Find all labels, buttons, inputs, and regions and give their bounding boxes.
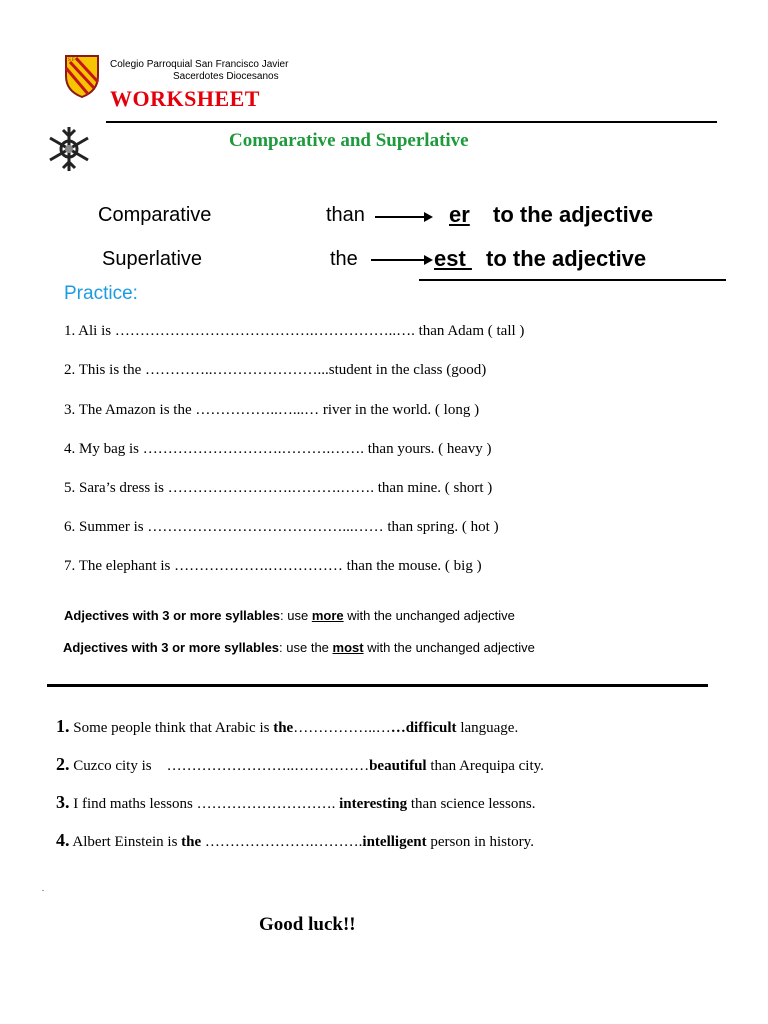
item-text: than Arequipa city. <box>426 758 544 774</box>
snowflake-icon <box>44 124 94 174</box>
practice-heading: Practice: <box>64 283 138 304</box>
rule-tail-comparative: to the adjective <box>493 202 654 227</box>
item-text: Some people think that Arabic is <box>69 720 274 736</box>
practice-item-7: 7. The elephant is ……………….…………… than the mouse. ( big ) <box>64 558 482 574</box>
item-adjective: interesting <box>339 796 408 812</box>
rule-label-comparative: Comparative <box>98 204 212 226</box>
keyword-most: most <box>332 640 364 655</box>
rules-divider <box>419 279 726 281</box>
item-text: Cuzco city is ……………………..…………… <box>69 758 370 774</box>
school-name: Colegio Parroquial San Francisco Javier <box>110 59 289 70</box>
practice-item-2: 2. This is the …………..…………………...student in the class (good) <box>64 362 487 378</box>
practice-item-1: 1. Ali is ………………………………….……………..…. than Adam ( tall ) <box>64 323 525 339</box>
item-text: language. <box>456 720 519 736</box>
closing-text: Good luck!! <box>259 914 356 935</box>
item-number: 1. <box>56 716 70 736</box>
note-most <box>63 640 535 655</box>
item-text: Albert Einstein is <box>69 834 182 850</box>
note-text: : use <box>280 608 312 623</box>
item-number: 3. <box>56 792 70 812</box>
note-more <box>64 608 515 623</box>
item-text: than science lessons. <box>407 796 536 812</box>
item-number: 4. <box>56 830 70 850</box>
worksheet-subtitle: Comparative and Superlative <box>229 130 469 151</box>
keyword-more: more <box>311 608 344 623</box>
suffix-er: er <box>449 202 470 227</box>
svg-text:S F J: S F J <box>68 58 79 63</box>
arrow-right-icon <box>371 253 431 267</box>
practice-item-4: 4. My bag is ……………………….……….……. than yours. ( heavy ) <box>64 441 492 457</box>
stray-mark: . <box>42 884 44 893</box>
item-adjective: beautiful <box>369 758 427 774</box>
section-divider <box>47 684 708 687</box>
exercise-item-1 <box>56 716 518 737</box>
worksheet-title: WORKSHEET <box>110 86 260 111</box>
rule-tail-superlative: to the adjective <box>486 246 647 271</box>
school-subtitle: Sacerdotes Diocesanos <box>173 71 279 82</box>
note-heading: Adjectives with 3 or more syllables <box>64 608 281 623</box>
note-text: with the unchanged adjective <box>343 608 515 623</box>
exercise-item-3 <box>56 792 535 813</box>
note-text: : use the <box>279 640 333 655</box>
practice-item-6: 6. Summer is …………………………………...…… than spring. ( hot ) <box>64 519 499 535</box>
note-heading: Adjectives with 3 or more syllables <box>63 640 280 655</box>
item-text: person in history. <box>426 834 534 850</box>
rule-keyword-than: than <box>326 204 365 226</box>
item-dots: ……………..… <box>293 720 391 736</box>
suffix-est: est <box>434 246 472 271</box>
note-text: with the unchanged adjective <box>363 640 535 655</box>
practice-item-3: 3. The Amazon is the ……………..…...… river in the world. ( long ) <box>64 402 480 418</box>
item-number: 2. <box>56 754 70 774</box>
item-adjective: intelligent <box>362 834 427 850</box>
exercise-item-4 <box>56 830 534 851</box>
header-divider <box>106 121 717 123</box>
exercise-item-2 <box>56 754 544 775</box>
item-dots: ………………….………. <box>201 834 363 850</box>
arrow-right-icon <box>375 210 435 224</box>
rule-keyword-the: the <box>330 248 358 270</box>
item-det: the <box>181 834 202 850</box>
school-crest-icon <box>62 52 102 98</box>
practice-item-5: 5. Sara’s dress is …………………….……….……. than mine. ( short ) <box>64 480 493 496</box>
rule-label-superlative: Superlative <box>102 248 203 270</box>
item-adjective: …difficult <box>390 720 457 736</box>
item-text: I find maths lessons ………………………. <box>69 796 340 812</box>
item-det: the <box>273 720 294 736</box>
